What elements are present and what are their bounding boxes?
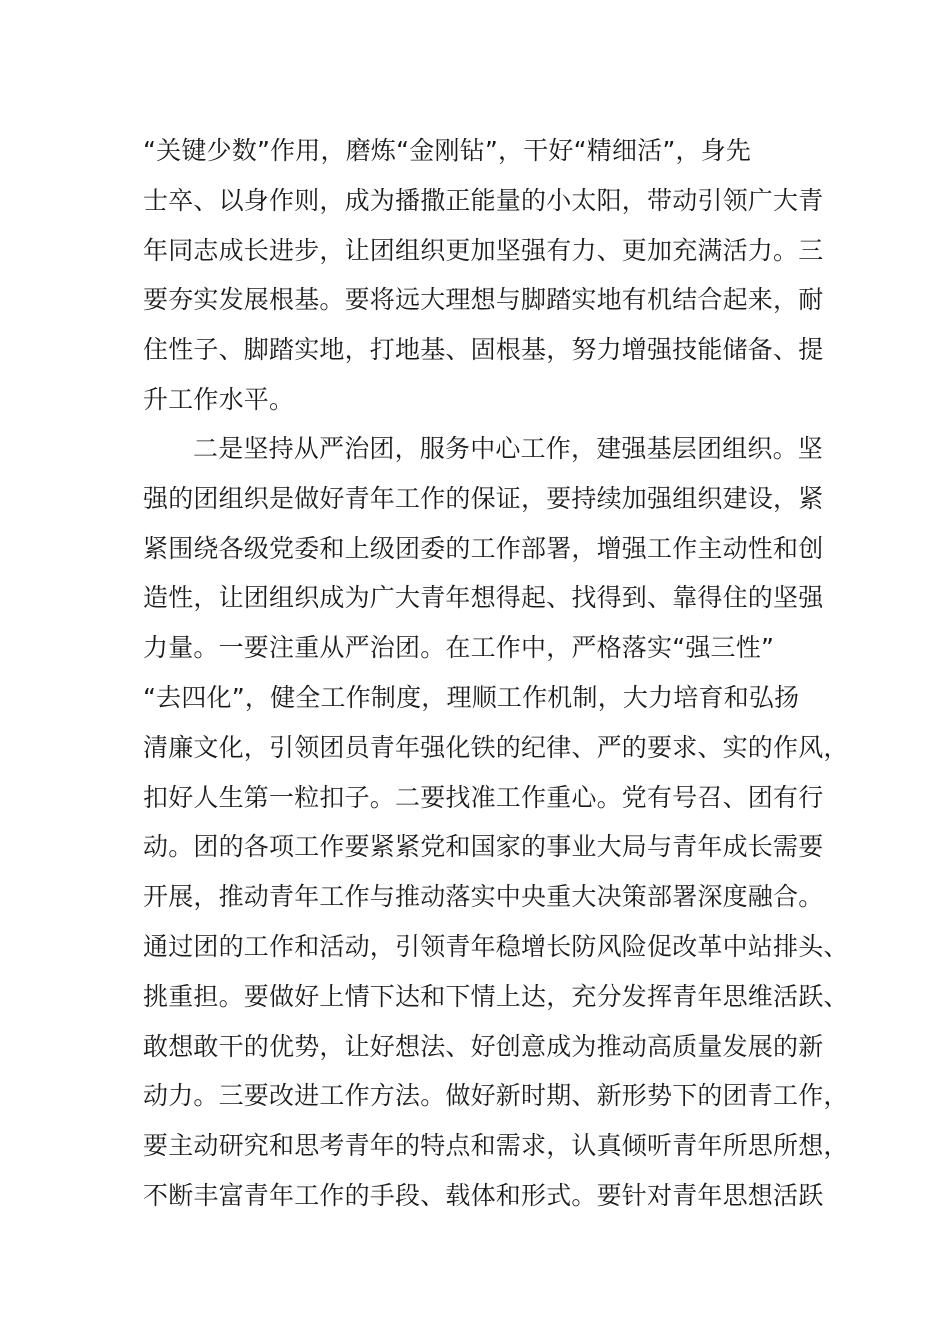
text-line: 力量。一要注重从严治团。在工作中，严格落实“强三性” [143,633,775,663]
paragraph-continuation [143,126,824,425]
text-line: 住性子、脚踏实地，打地基、固根基，努力增强技能储备、提 [143,335,824,365]
text-line: 升工作水平。 [143,384,295,414]
text-line: 开展，推动青年工作与推动落实中央重大决策部署深度融合。 [143,882,824,912]
text-line: 扣好人生第一粒扣子。二要找准工作重心。党有号召、团有行 [143,782,824,812]
paragraph-second-point [143,424,849,1221]
text-line: 清廉文化，引领团员青年强化铁的纪律、严的要求、实的作风， [143,732,849,762]
text-line: 造性，让团组织成为广大青年想得起、找得到、靠得住的坚强 [143,583,824,613]
text-line: 二是坚持从严治团，服务中心工作，建强基层团组织。坚 [193,434,824,463]
text-line: 动力。三要改进工作方法。做好新时期、新形势下的团青工作， [143,1081,849,1111]
text-line: 紧围绕各级党委和上级团委的工作部署，增强工作主动性和创 [143,533,824,563]
text-line: “去四化”，健全工作制度，理顺工作机制，大力培育和弘扬 [143,682,800,712]
text-line: 挑重担。要做好上情下达和下情上达，充分发挥青年思维活跃、 [143,981,849,1011]
text-line: 要夯实发展根基。要将远大理想与脚踏实地有机结合起来，耐 [143,285,824,315]
text-line: 士卒、以身作则，成为播撒正能量的小太阳，带动引领广大青 [143,185,824,215]
text-line: 敢想敢干的优势，让好想法、好创意成为推动高质量发展的新 [143,1031,824,1061]
text-line: 要主动研究和思考青年的特点和需求，认真倾听青年所思所想， [143,1131,849,1161]
text-line: 不断丰富青年工作的手段、载体和形式。要针对青年思想活跃 [143,1180,824,1210]
text-line: 动。团的各项工作要紧紧党和国家的事业大局与青年成长需要 [143,832,824,862]
text-line: 年同志成长进步，让团组织更加坚强有力、更加充满活力。三 [143,235,824,265]
text-line: 通过团的工作和活动，引领青年稳增长防风险促改革中站排头、 [143,931,849,961]
text-line: “关键少数”作用，磨炼“金刚钻”，干好“精细活”，身先 [143,136,752,165]
text-line: 强的团组织是做好青年工作的保证，要持续加强组织建设，紧 [143,483,824,513]
